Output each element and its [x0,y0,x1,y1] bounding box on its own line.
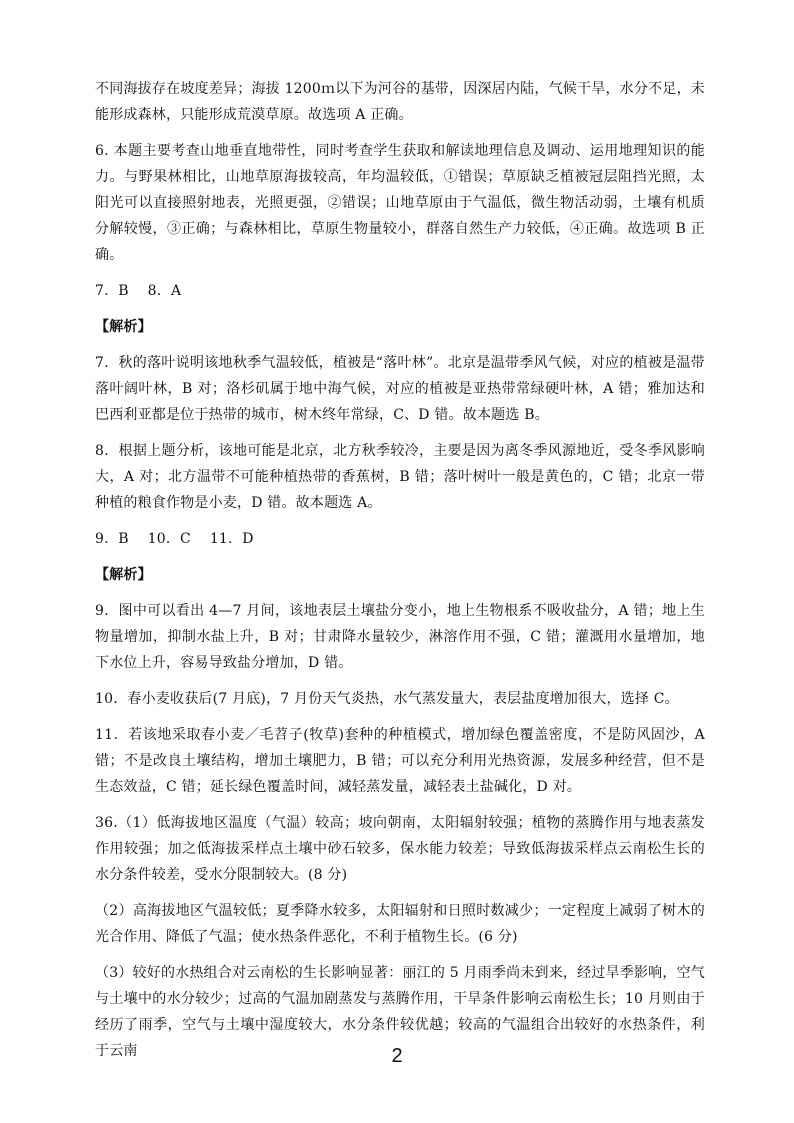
paragraph: 6. 本题主要考查山地垂直地带性，同时考查学生获取和解读地理信息及调动、运用地理知识的能力。与野果林相比，山地草原海拔较高，年均温较低，①错误；草原缺乏植被冠层阻挡光照，太阳光可以直接照射地表，光照更强，②错误；山地草原由于气温低，微生物活动弱，土壤有机质分解较慢，③正确；与森林相比，草原生物量较小，群落自然生产力较低，④正确。故选项 B 正确。 [95,143,705,263]
paragraph: （3）较好的水热组合对云南松的生长影响显著：丽江的 5 月雨季尚未到来，经过旱季影响，空气与土壤中的水分较少；过高的气温加剧蒸发与蒸腾作用，干旱条件影响云南松生长；10 月则由于经历了雨季，空气与土壤中湿度较大，水分条件较优越；较高的气温组合出较好的水热条件，利于云南 [95,965,705,1059]
answer-text-body [95,76,705,1074]
paragraph: 10．春小麦收获后(7 月底)，7 月份天气炎热，水气蒸发量大，表层盐度增加很大，选择 C。 [95,691,679,707]
paragraph: 不同海拔存在坡度差异；海拔 1200ｍ以下为河谷的基带，因深居内陆，气候干旱，水分不足，未能形成森林，只能形成荒漠草原。故选项 A 正确。 [95,81,705,123]
paragraph: 11．若该地采取春小麦／毛苕子(牧草)套种的种植模式，增加绿色覆盖密度，不是防风固沙，A 错；不是改良土壤结构，增加土壤肥力，B 错；可以充分利用光热资源，发展多种经营，但不是生态效益，C 错；延长绿色覆盖时间，减轻蒸发量，减轻表土盐碱化，D 对。 [95,727,705,795]
paragraph: 7．秋的落叶说明该地秋季气温较低，植被是“落叶林”。北京是温带季风气候，对应的植被是温带落叶阔叶林，B 对；洛杉矶属于地中海气候，对应的植被是亚热带常绿硬叶林，A 错；雅加达和巴西利亚都是位于热带的城市，树木终年常绿，C、D 错。故本题选 B。 [95,355,705,423]
section-heading: 【解析】 [95,567,152,583]
page-number: 2 [391,1045,403,1067]
paragraph: 7．B 8．A [95,283,182,299]
paragraph: 8．根据上题分析，该地可能是北京，北方秋季较冷，主要是因为离冬季风源地近，受冬季风影响大，A 对；北方温带不可能种植热带的香蕉树，B 错；落叶树叶一般是黄色的，C 错；北京一带种植的粮食作物是小麦，D 错。故本题选 A。 [95,443,705,511]
section-heading: 【解析】 [95,319,152,335]
paragraph: 36.（1）低海拔地区温度（气温）较高；坡向朝南，太阳辐射较强；植物的蒸腾作用与地表蒸发作用较强；加之低海拔采样点土壤中砂石较多，保水能力较差；导致低海拔采样点云南松生长的水分条件较差，受水分限制较大。(8 分) [95,815,705,883]
paragraph: 9．图中可以看出 4—7 月间，该地表层土壤盐分变小，地上生物根系不吸收盐分，A 错；地上生物量增加，抑制水盐上升，B 对；甘肃降水量较少，淋溶作用不强，C 错；灌溉用水量增加，地下水位上升，容易导致盐分增加，D 错。 [95,603,705,671]
paragraph: （2）高海拔地区气温较低；夏季降水较多，太阳辐射和日照时数减少；一定程度上减弱了树木的光合作用、降低了气温；使水热条件恶化，不利于植物生长。(6 分) [95,903,705,945]
paragraph: 9．B 10．C 11．D [95,531,254,547]
